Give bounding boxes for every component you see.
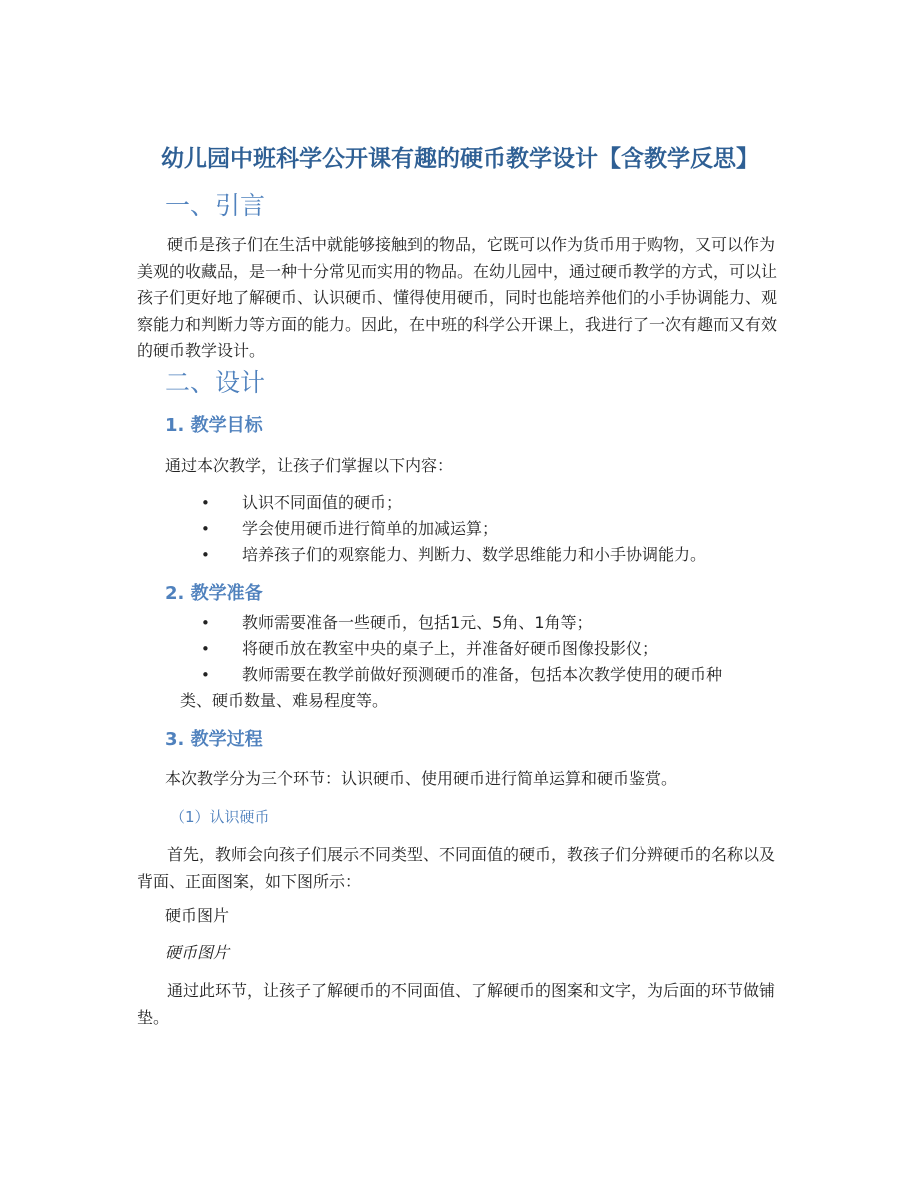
- goal-item-text: 学会使用硬币进行简单的加减运算；: [242, 519, 499, 538]
- section-heading-design: 二、设计: [165, 368, 266, 397]
- goal-item-text: 认识不同面值的硬币；: [242, 493, 403, 512]
- step1-heading: （1）认识硬币: [170, 808, 270, 826]
- prep-item-text: 将硬币放在教室中央的桌子上，并准备好硬币图像投影仪；: [242, 639, 659, 658]
- bullet-icon: •: [201, 614, 210, 632]
- subheading-preparation: 2. 教学准备: [165, 583, 263, 604]
- bullet-icon: •: [201, 520, 210, 538]
- step1-paragraph: 首先，教师会向孩子们展示不同类型、不同面值的硬币，教孩子们分辨硬币的名称以及背面、正面图案，如下图所示：: [137, 845, 776, 891]
- document-title: 幼儿园中班科学公开课有趣的硬币教学设计【含教学反思】: [161, 146, 759, 172]
- bullet-icon: •: [201, 666, 210, 684]
- intro-paragraph: 硬币是孩子们在生活中就能够接触到的物品，它既可以作为货币用于购物，又可以作为美观的收藏品，是一种十分常见而实用的物品。在幼儿园中，通过硬币教学的方式，可以让孩子们更好地了解硬币、认识硬币、懂得使用硬币，同时也能培养他们的小手协调能力、观察能力和判断力等方面的能力。因此，在中班的科学公开课上，我进行了一次有趣而又有效的硬币教学设计。: [137, 235, 778, 360]
- goal-item-text: 培养孩子们的观察能力、判断力、数学思维能力和小手协调能力。: [242, 545, 707, 564]
- section-heading-intro: 一、引言: [165, 191, 266, 220]
- image-caption: 硬币图片: [165, 943, 230, 962]
- prep-item-text-continued: 类、硬币数量、难易程度等。: [180, 691, 389, 710]
- bullet-icon: •: [201, 494, 210, 512]
- bullet-icon: •: [201, 546, 210, 564]
- subheading-process: 3. 教学过程: [165, 729, 263, 750]
- step1-summary: 通过此环节，让孩子了解硬币的不同面值、了解硬币的图案和文字，为后面的环节做铺垫。: [137, 981, 776, 1027]
- prep-item-text: 教师需要准备一些硬币，包括1元、5角、1角等；: [242, 613, 593, 632]
- process-intro: 本次教学分为三个环节：认识硬币、使用硬币进行简单运算和硬币鉴赏。: [165, 769, 678, 788]
- image-label: 硬币图片: [165, 906, 230, 925]
- subheading-goals: 1. 教学目标: [165, 415, 263, 436]
- goals-intro: 通过本次教学，让孩子们掌握以下内容：: [165, 456, 454, 475]
- bullet-icon: •: [201, 640, 210, 658]
- prep-item-text: 教师需要在教学前做好预测硬币的准备，包括本次教学使用的硬币种: [242, 665, 723, 684]
